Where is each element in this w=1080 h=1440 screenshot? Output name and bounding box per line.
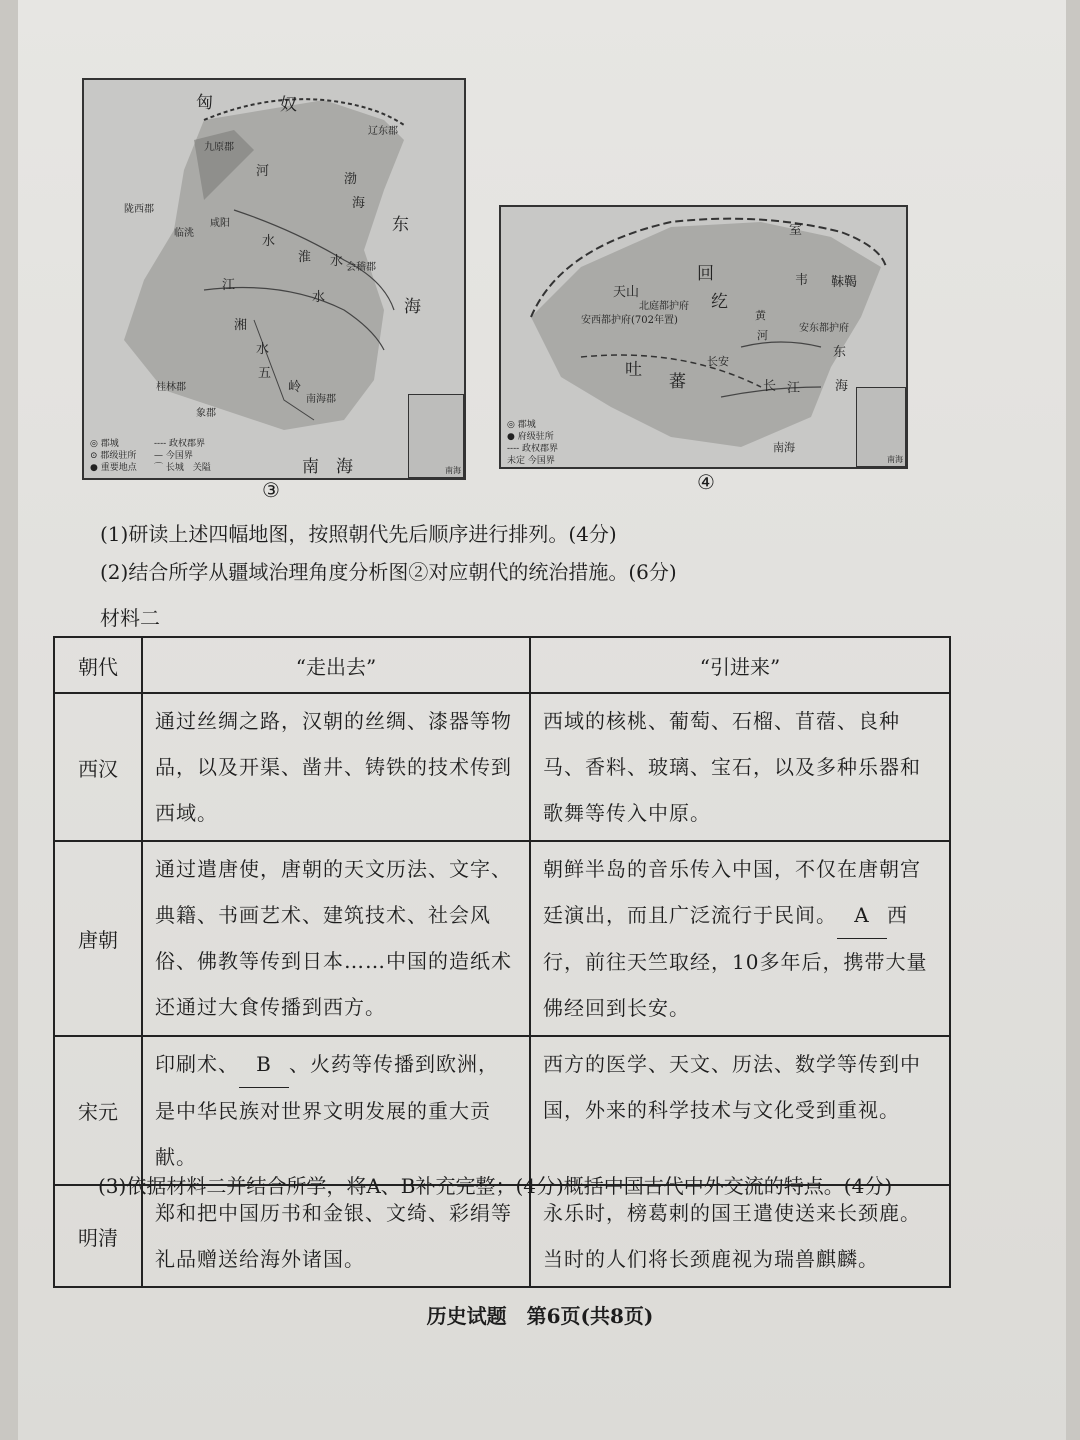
map3-label-xiongnu-a: 匈 <box>196 93 213 113</box>
map3-label-shui4: 水 <box>256 342 270 357</box>
table-header: 朝代 <box>54 637 142 693</box>
map3-label-jiuyuan: 九原郡 <box>204 142 234 153</box>
map3-label-xiangjun: 象郡 <box>196 408 216 419</box>
map4-label-he: 河 <box>757 329 768 342</box>
table-header-row <box>54 637 950 693</box>
map4-inset-label: 南海 <box>887 455 903 464</box>
map3-label-shui1: 水 <box>262 234 276 249</box>
map4-legend-item: ● 府级驻所 <box>507 432 554 442</box>
dynasty-cell: 西汉 <box>54 693 142 841</box>
material-title: 材料二 <box>100 606 160 630</box>
map-tang-terrain <box>501 207 906 467</box>
map3-inset <box>408 394 464 478</box>
map3-label-ling: 岭 <box>288 380 302 395</box>
map3-legend-b <box>154 438 211 474</box>
map3-legend-item: ⌒ 长城 关隘 <box>154 463 211 473</box>
map3-label-shui3: 水 <box>312 290 326 305</box>
map4-legend-item: ◎ 郡城 <box>507 420 536 430</box>
map4-label-huang: 黄 <box>755 309 766 322</box>
in-cell: 永乐时，榜葛剌的国王遣使送来长颈鹿。当时的人们将长颈鹿视为瑞兽麒麟。 <box>530 1185 950 1287</box>
out-cell <box>142 1036 530 1185</box>
map4-label-dong: 东 <box>833 345 847 360</box>
out-cell: 郑和把中国历书和金银、文绮、彩绢等礼品赠送给海外诸国。 <box>142 1185 530 1287</box>
map3-label-guilin: 桂林郡 <box>156 382 186 393</box>
map4-legend-item: 未定 今国界 <box>507 456 555 466</box>
question-2: (2)结合所学从疆域治理角度分析图②对应朝代的统治措施。(6分) <box>100 560 677 584</box>
map3-label-hai2: 海 <box>404 297 421 317</box>
map3-label-xiang: 湘 <box>234 318 248 333</box>
table-row <box>54 1185 950 1287</box>
dynasty-cell: 明清 <box>54 1185 142 1287</box>
question-1: (1)研读上述四幅地图，按照朝代先后顺序进行排列。(4分) <box>100 522 617 546</box>
map3-label-nanhai: 南 海 <box>302 457 353 477</box>
map-qin <box>82 78 466 480</box>
map4-inset <box>856 387 906 467</box>
map4-label-anxi: 安西都护府(702年置) <box>581 315 678 326</box>
map4-label-andong: 安东都护府 <box>799 323 849 334</box>
map3-legend-item: ● 重要地点 <box>90 463 137 473</box>
map4-label-nanhai: 南海 <box>773 441 795 454</box>
map4-label-changan: 长安 <box>707 355 729 368</box>
table-row <box>54 1036 950 1185</box>
map3-label-hai1: 海 <box>352 196 366 211</box>
out-cell: 通过遣唐使，唐朝的天文历法、文字、典籍、书画艺术、建筑技术、社会风俗、佛教等传到日本……中国的造纸术还通过大食传播到西方。 <box>142 841 530 1036</box>
map4-label-hai: 海 <box>835 379 849 394</box>
out-cell: 通过丝绸之路，汉朝的丝绸、漆器等物品，以及开渠、凿井、铸铁的技术传到西域。 <box>142 693 530 841</box>
map3-label-longxi: 陇西郡 <box>124 204 154 215</box>
in-text-b: 西行，前往天竺取经，10多年后，携带大量佛经回到长安。 <box>543 903 928 1020</box>
map4-label-tubo-b: 蕃 <box>669 372 686 392</box>
map3-label-nanhai-jun: 南海郡 <box>306 394 336 405</box>
map3-label-dong: 东 <box>392 215 409 235</box>
map3-label-liaodong: 辽东郡 <box>368 126 398 137</box>
out-text-b: 、火药等传播到欧洲，是中华民族对世界文明发展的重大贡献。 <box>155 1052 499 1169</box>
out-text-a: 印刷术、 <box>155 1052 239 1076</box>
map3-legend-item: ---- 政权郡界 <box>154 439 206 449</box>
map4-legend <box>507 419 558 467</box>
map4-number: ④ <box>697 470 715 494</box>
map4-label-wei: 韦 <box>795 273 809 288</box>
blank-b: B <box>239 1041 289 1088</box>
blank-a: A <box>837 892 887 939</box>
map3-label-shui2: 水 <box>330 254 344 269</box>
table-header: “走出去” <box>142 637 530 693</box>
in-cell: 西域的核桃、葡萄、石榴、苜蓿、良种马、香料、玻璃、宝石，以及多种乐器和歌舞等传入中原。 <box>530 693 950 841</box>
map3-number: ③ <box>262 478 280 502</box>
map3-label-jiang: 江 <box>222 278 236 293</box>
table-row <box>54 693 950 841</box>
map3-label-xiongnu-b: 奴 <box>280 95 297 115</box>
map4-label-chang: 长 <box>763 379 777 394</box>
map4-label-tianshan: 天山 <box>613 285 640 300</box>
in-cell: 西方的医学、天文、历法、数学等传到中国，外来的科学技术与文化受到重视。 <box>530 1036 950 1185</box>
map4-label-huihe-a: 回 <box>697 264 714 284</box>
map3-label-kuaiji: 会稽郡 <box>346 262 376 273</box>
in-text-a: 朝鲜半岛的音乐传入中国，不仅在唐朝宫廷演出，而且广泛流行于民间。 <box>543 857 921 927</box>
map3-label-bo: 渤 <box>344 172 358 187</box>
map3-label-lintao: 临洮 <box>174 228 194 239</box>
map3-label-xianyang: 咸阳 <box>210 218 230 229</box>
map4-label-shiwei: 室 <box>789 223 803 238</box>
table-row <box>54 841 950 1036</box>
map3-legend-item: ⊙ 郡级驻所 <box>90 451 137 461</box>
map4-label-huihe-b: 纥 <box>711 292 728 312</box>
map3-label-huai: 淮 <box>298 250 312 265</box>
question-3: (3)依据材料二并结合所学，将A、B补充完整；(4分)概括中国古代中外交流的特点。(4分) <box>98 1174 893 1198</box>
map4-label-mohe: 靺鞨 <box>831 275 858 290</box>
map-tang <box>499 205 908 469</box>
dynasty-cell: 唐朝 <box>54 841 142 1036</box>
map4-label-beiting: 北庭都护府 <box>639 301 689 312</box>
map3-legend-item: — 今国界 <box>154 451 193 461</box>
map3-label-wu: 五 <box>258 366 272 381</box>
map-qin-terrain <box>84 80 464 478</box>
map4-legend-item: ---- 政权郡界 <box>507 444 559 454</box>
dynasty-cell: 宋元 <box>54 1036 142 1185</box>
table-header: “引进来” <box>530 637 950 693</box>
map4-label-tubo-a: 吐 <box>625 360 642 380</box>
map3-label-he: 河 <box>256 164 270 179</box>
map3-legend-item: ◎ 郡城 <box>90 439 119 449</box>
map3-legend <box>90 438 137 474</box>
in-cell <box>530 841 950 1036</box>
map3-inset-label: 南海 <box>445 466 461 475</box>
page-footer: 历史试题 第6页(共8页) <box>426 1304 654 1328</box>
map4-label-jiang: 江 <box>787 381 801 396</box>
